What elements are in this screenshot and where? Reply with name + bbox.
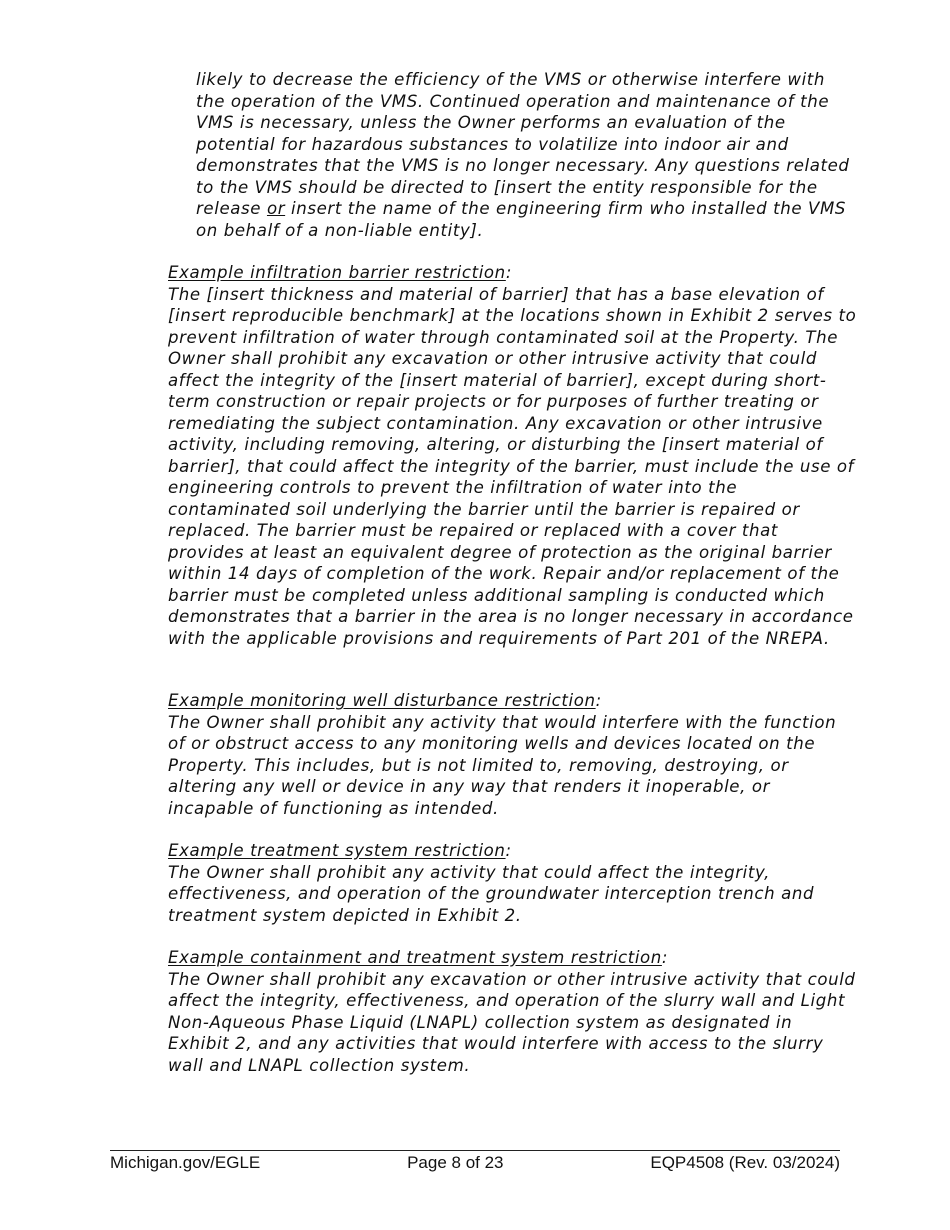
section-heading: Example containment and treatment system restriction	[168, 948, 662, 967]
continuation-text	[196, 69, 856, 241]
continuation-paragraph	[196, 69, 856, 241]
footer-website: Michigan.gov/EGLE	[110, 1153, 261, 1172]
section-containment-treatment	[168, 947, 858, 1076]
section-monitoring-well	[168, 690, 858, 819]
section-body: The Owner shall prohibit any excavation or other intrusive activity that could affect the integrity, effectiveness, and operation of the slurry wall and Light Non-Aqueous Phase Liquid (LNAPL) collection system as designated in Exhibit 2, and any activities that would interfere with access to the slurry wall and LNAPL collection system.	[168, 969, 856, 1075]
section-heading-line	[168, 262, 858, 284]
underlined-or: or	[266, 199, 286, 218]
heading-colon: :	[505, 841, 512, 860]
section-treatment-system	[168, 840, 858, 926]
heading-colon: :	[505, 263, 513, 282]
section-heading-line	[168, 947, 858, 969]
section-heading: Example monitoring well disturbance restriction	[168, 691, 596, 710]
footer-page-number: Page 8 of 23	[407, 1153, 504, 1172]
section-heading-line	[168, 690, 858, 712]
page-footer	[110, 1150, 840, 1173]
section-body: The Owner shall prohibit any activity that would interfere with the function of or obstruct access to any monitoring wells and devices located on the Property. This includes, but is not limited to, removing, destroying, or altering any well or device in any way that renders it inoperable, or incapable of functioning as intended.	[168, 712, 837, 818]
section-heading: Example infiltration barrier restriction	[168, 263, 506, 282]
section-body: The Owner shall prohibit any activity that could affect the integrity, effectiveness, and operation of the groundwater interception trench and treatment system depicted in Exhibit 2.	[168, 862, 815, 925]
footer-form-number: EQP4508 (Rev. 03/2024)	[650, 1153, 840, 1172]
section-heading: Example treatment system restriction	[168, 841, 506, 860]
heading-colon: :	[595, 691, 602, 710]
section-heading-line	[168, 840, 858, 862]
heading-colon: :	[661, 948, 669, 967]
continuation-text-part2: insert the name of the engineering firm who installed the VMS on behalf of a non-liable entity].	[196, 199, 846, 240]
section-infiltration-barrier	[168, 262, 858, 649]
continuation-text-part1: likely to decrease the efficiency of the VMS or otherwise interfere with the operation of the VMS. Continued operation and maintenance of the VMS is necessary, unless the Owner performs an evaluation of the potential for hazardous substances to volatilize into indoor air and demonstrates that the VMS is no longer necessary. Any questions related to the VMS should be directed to [insert the entity responsible for the release	[196, 70, 850, 218]
section-body: The [insert thickness and material of barrier] that has a base elevation of [insert reproducible benchmark] at the locations shown in Exhibit 2 serves to prevent infiltration of water through contaminated soil at the Property. The Owner shall prohibit any excavation or other intrusive activity that could affect the integrity of the [insert material of barrier], except during short-term construction or repair projects or for purposes of further treating or remediating the subject contamination. Any excavation or other intrusive activity, including removing, altering, or disturbing the [insert material of barrier], that could affect the integrity of the barrier, must include the use of engineering controls to prevent the infiltration of water into the contaminated soil underlying the barrier until the barrier is repaired or replaced. The barrier must be repaired or replaced with a cover that provides at least an equivalent degree of protection as the original barrier within 14 days of completion of the work. Repair and/or replacement of the barrier must be completed unless additional sampling is conducted which demonstrates that a barrier in the area is no longer necessary in accordance with the applicable provisions and requirements of Part 201 of the NREPA.	[168, 284, 857, 648]
